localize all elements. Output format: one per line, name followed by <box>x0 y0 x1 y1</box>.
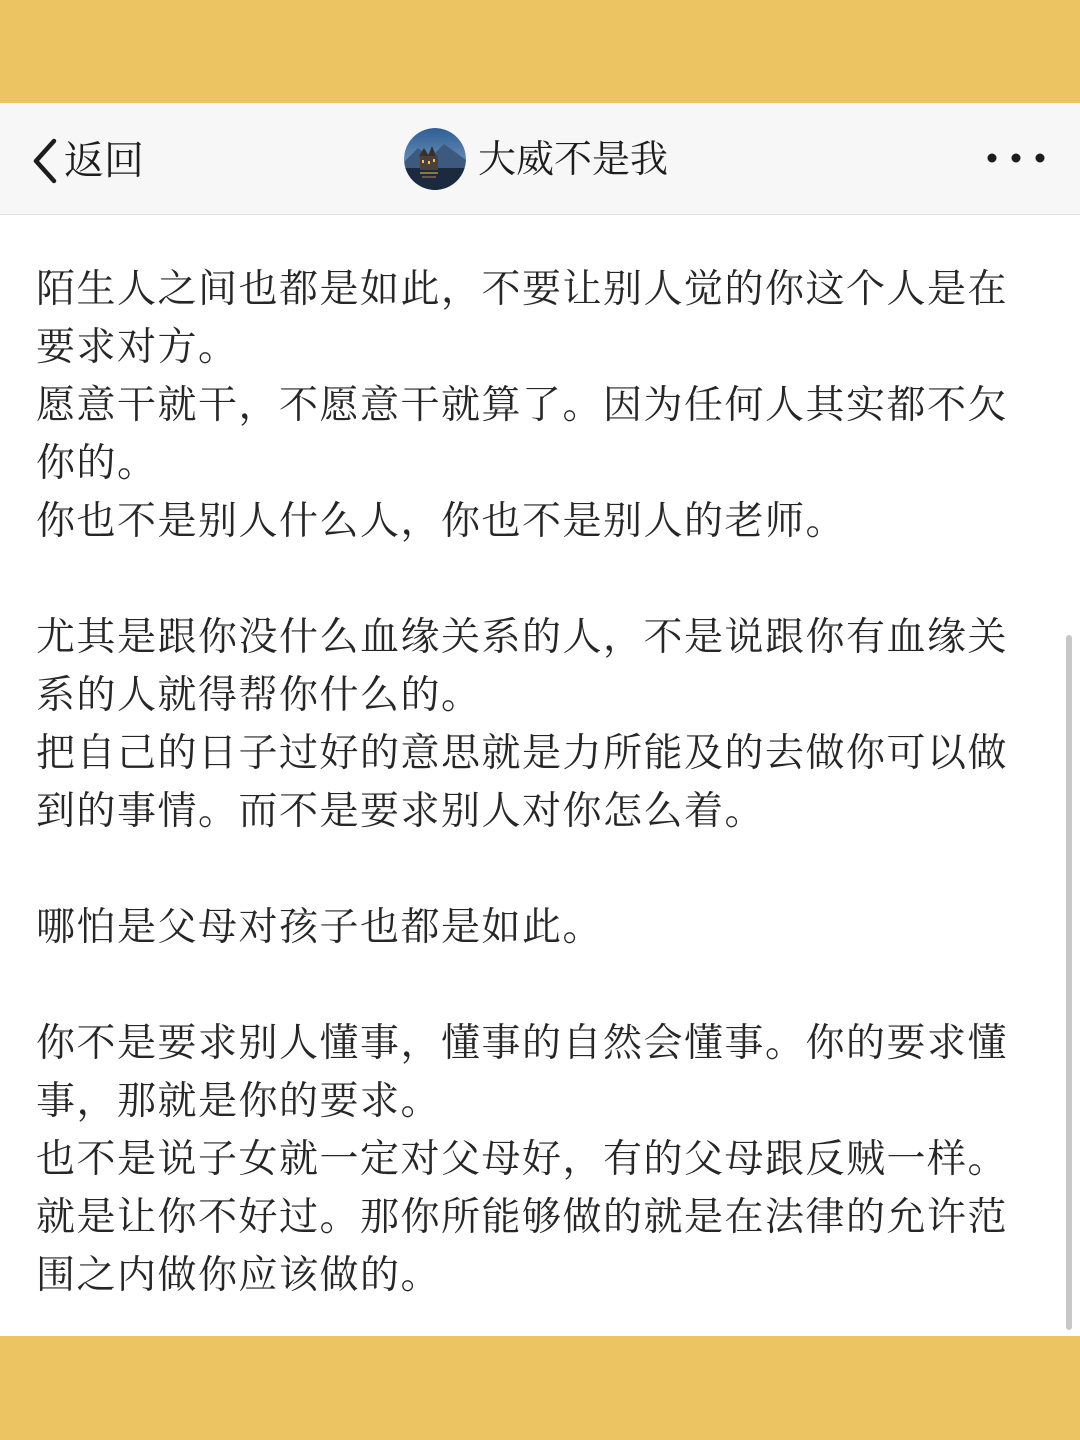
text-line: 事，那就是你的要求。 <box>36 1079 442 1124</box>
text-line: 陌生人之间也都是如此，不要让别人觉的你这个人是在 <box>36 267 1009 312</box>
text-line: 愿意干就干，不愿意干就算了。因为任何人其实都不欠 <box>36 383 1009 428</box>
text-line: 系的人就得帮你什么的。 <box>36 673 482 718</box>
scrollbar[interactable] <box>1066 635 1072 1330</box>
text-line: 你的。 <box>36 441 158 486</box>
article-content[interactable] <box>0 215 1080 1336</box>
text-line: 到的事情。而不是要求别人对你怎么着。 <box>36 789 766 834</box>
back-button[interactable] <box>28 133 144 189</box>
account-title[interactable] <box>404 128 668 190</box>
more-button[interactable] <box>982 140 1052 180</box>
text-line: 尤其是跟你没什么血缘关系的人，不是说跟你有血缘关 <box>36 615 1009 660</box>
chevron-left-icon <box>28 136 62 186</box>
text-line: 要求对方。 <box>36 325 239 370</box>
text-line: 把自己的日子过好的意思就是力所能及的去做你可以做 <box>36 731 1009 776</box>
avatar[interactable] <box>404 128 466 190</box>
bottom-color-band <box>0 1336 1080 1440</box>
navigation-bar <box>0 103 1080 215</box>
text-line: 你不是要求别人懂事，懂事的自然会懂事。你的要求懂 <box>36 1021 1009 1066</box>
article-body <box>36 261 1036 1305</box>
paragraph-gap <box>36 841 1036 899</box>
account-name: 大威不是我 <box>478 137 669 181</box>
text-line: 哪怕是父母对孩子也都是如此。 <box>36 905 604 950</box>
text-line: 也不是说子女就一定对父母好，有的父母跟反贼一样。 <box>36 1137 1009 1182</box>
text-line: 就是让你不好过。那你所能够做的就是在法律的允许范 <box>36 1195 1009 1240</box>
more-horizontal-icon <box>982 140 1052 180</box>
top-color-band <box>0 0 1080 103</box>
back-label: 返回 <box>64 138 144 184</box>
text-line: 围之内做你应该做的。 <box>36 1253 442 1298</box>
text-line: 你也不是别人什么人，你也不是别人的老师。 <box>36 499 847 544</box>
paragraph-gap <box>36 551 1036 609</box>
paragraph-gap <box>36 957 1036 1015</box>
